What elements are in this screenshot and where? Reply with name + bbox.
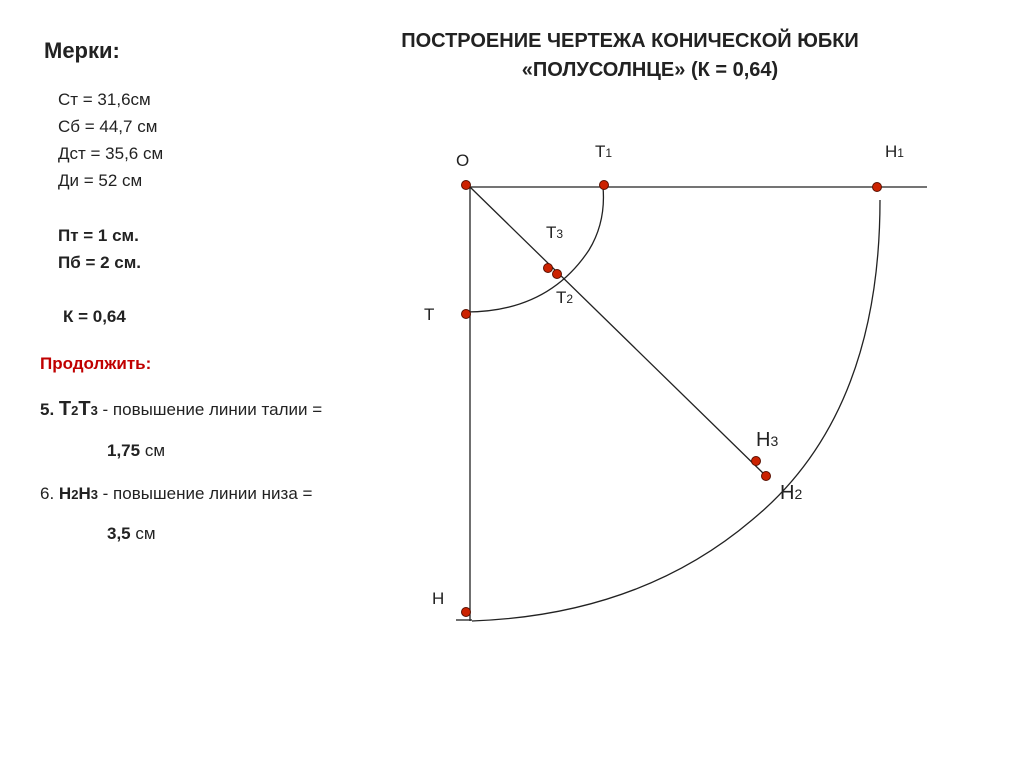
- step-5-description: - повышение линии талии =: [97, 400, 323, 419]
- point-markers: [462, 181, 882, 617]
- step-5-value: 1,75 см: [107, 441, 166, 460]
- title-line-2: «ПОЛУСОЛНЦЕ» (К = 0,64): [521, 59, 779, 81]
- label-t2: Т2: [556, 288, 574, 307]
- step-5-point-b: Т3: [78, 398, 98, 420]
- label-t1: Т1: [595, 142, 613, 161]
- measurements-heading: Мерки:: [44, 38, 120, 63]
- point-h: [462, 608, 471, 617]
- measurement-ct: Ст = 31,6см: [58, 90, 151, 109]
- measurement-di: Ди = 52 см: [58, 171, 143, 190]
- allowance-waist: Пт = 1 см.: [58, 226, 139, 245]
- point-t1: [600, 181, 609, 190]
- coefficient: К = 0,64: [63, 307, 126, 326]
- step-6-description: - повышение линии низа =: [97, 484, 313, 503]
- label-h2: Н2: [780, 482, 803, 504]
- title-line-1: ПОСТРОЕНИЕ ЧЕРТЕЖА КОНИЧЕСКОЙ ЮБКИ: [401, 30, 859, 52]
- step-6-number: 6.: [40, 484, 55, 503]
- point-t: [462, 310, 471, 319]
- label-h: Н: [432, 589, 445, 608]
- point-h3: [752, 457, 761, 466]
- measurement-cb: Сб = 44,7 см: [58, 117, 158, 136]
- label-h1: Н1: [885, 142, 904, 161]
- point-o: [462, 181, 471, 190]
- label-o: О: [456, 151, 470, 170]
- diagonal-line: [470, 187, 766, 476]
- point-t3: [544, 264, 553, 273]
- label-h3: Н3: [756, 429, 779, 451]
- step-6-point-b: Н3: [78, 484, 98, 503]
- point-t2: [553, 270, 562, 279]
- point-h2: [762, 472, 771, 481]
- step-6-value: 3,5 см: [107, 524, 156, 543]
- step-5-number: 5.: [40, 400, 55, 419]
- measurement-dst: Дст = 35,6 см: [58, 144, 164, 163]
- label-t3: Т3: [546, 223, 564, 242]
- step-5-point-a: Т2: [58, 398, 79, 420]
- continue-label: Продолжить:: [40, 354, 152, 373]
- hem-arc: [472, 200, 880, 621]
- point-h1: [873, 183, 882, 192]
- label-t: Т: [424, 305, 435, 324]
- allowance-hip: Пб = 2 см.: [58, 253, 142, 272]
- step-6-point-a: Н2: [58, 484, 79, 503]
